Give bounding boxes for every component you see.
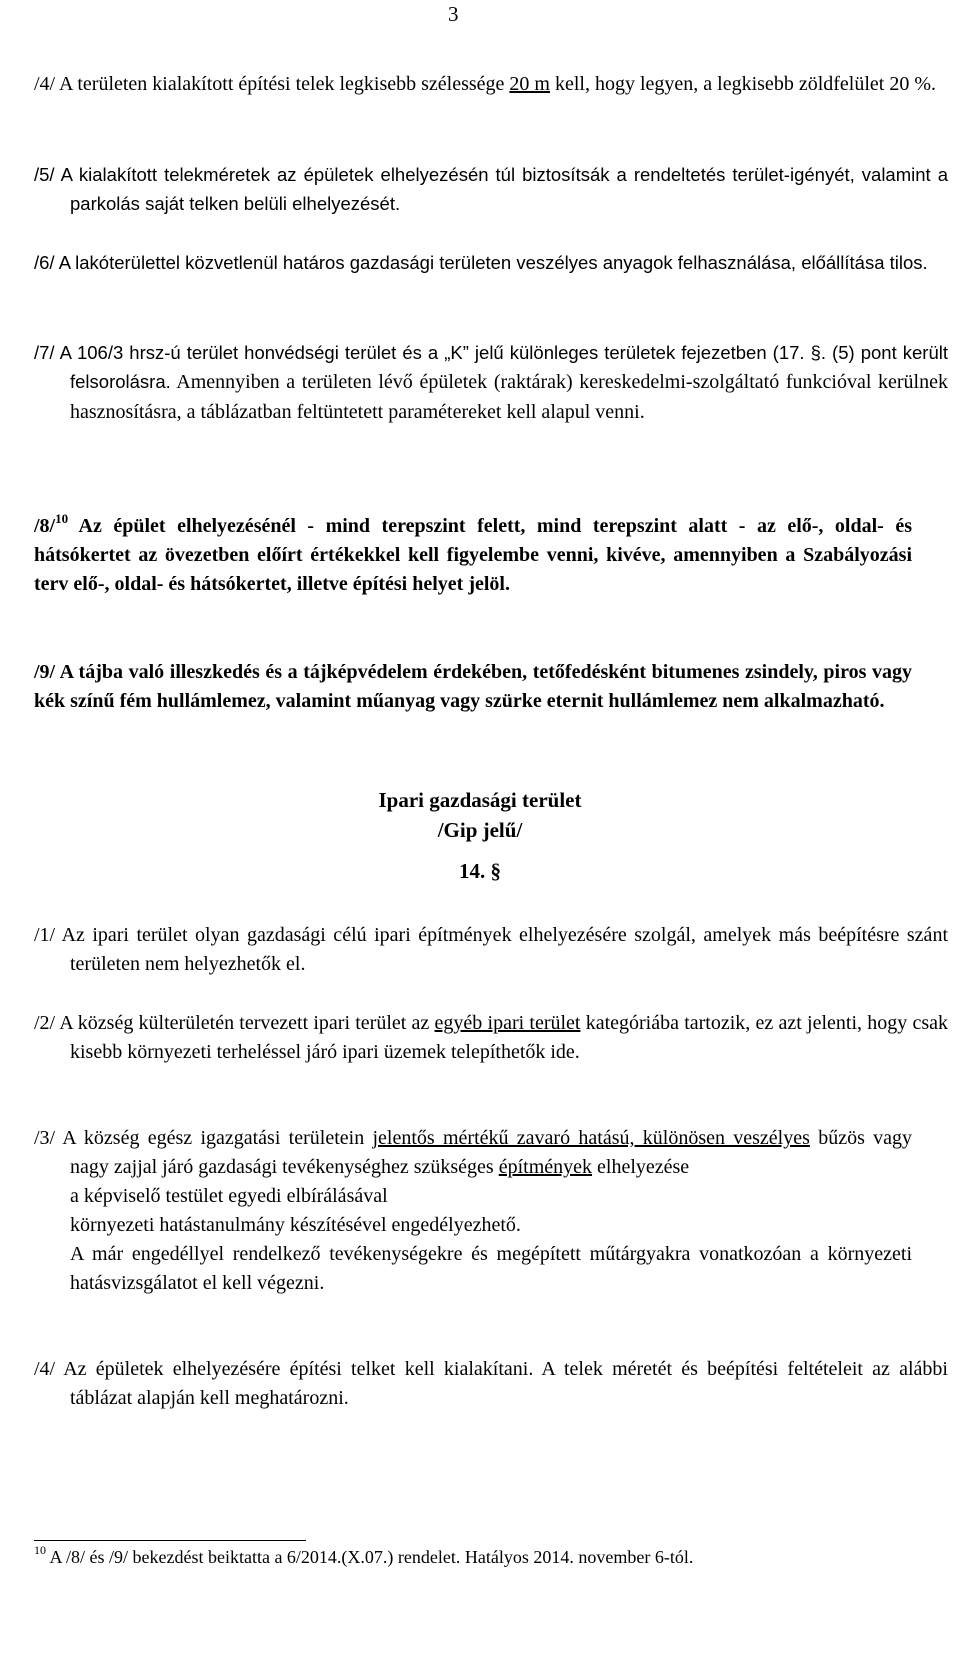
paragraph-line: a képviselő testület egyedi elbírálásával (70, 1185, 388, 1207)
paragraph-text: /4/ A területen kialakított építési telek legkisebb szélessége (34, 73, 510, 95)
paragraph-prefix: /8/ (34, 515, 56, 537)
paragraph-line: környezeti hatástanulmány készítésével engedélyezhető. (70, 1214, 521, 1236)
paragraph-5-lot-sizes: /5/ A kialakított telekméretek az épületek elhelyezésén túl biztosítsák a rendeltetés terület-igényét, valamint a parkolás saját telken belüli elhelyezését. (34, 164, 948, 214)
paragraph-6-hazardous-materials: /6/ A lakóterülettel közvetlenül határos gazdasági területen veszélyes anyagok felhasználása, előállítása tilos. (34, 252, 928, 273)
paragraph-text: kategóriába tartozik, ez azt jelenti, hogy csak kisebb környezeti terheléssel járó ipari üzemek telepíthetők ide. (70, 1012, 948, 1063)
paragraph-line: A már engedéllyel rendelkező tevékenységekre és megépített műtárgyakra vonatkozóan a környezeti hatásvizsgálatot el kell végezni. (70, 1243, 912, 1294)
paragraph-text: /2/ A község külterületén tervezett ipari terület az (34, 1012, 435, 1034)
industrial-paragraph-4: /4/ Az épületek elhelyezésére építési telket kell kialakítani. A telek méretét és beépítési feltételeit az alábbi táblázat alapján kell meghatározni. (34, 1358, 948, 1409)
industrial-paragraph-2 (34, 1009, 948, 1067)
underlined-text: jelentős mértékű zavaró hatású, különösen veszélyes (372, 1127, 810, 1149)
footnote-reference: 10 (55, 511, 69, 526)
paragraph-main (34, 1124, 912, 1182)
paragraph-text: Amennyiben a területen lévő épületek (raktárak) kereskedelmi-szolgáltató funkcióval kerülnek hasznosításra, a táblázatban feltüntetett paramétereket kell alapul venni. (70, 371, 948, 423)
paragraph-text: elhelyezése (592, 1156, 690, 1178)
paragraph-8-setbacks (34, 512, 912, 599)
paragraph-text: /7/ A 106/3 hrsz-ú terület honvédségi terület és a „K” jelű különleges területek fejezetben (17. §. (5) pont került felsorolásra. (34, 342, 948, 392)
page-number: 3 (448, 2, 459, 26)
footnote-number: 10 (34, 1543, 46, 1557)
paragraph-text: bűzös vagy nagy zajjal járó gazdasági tevékenységhez szükséges (70, 1127, 913, 1178)
section-title: Ipari gazdasági terület (378, 788, 582, 812)
paragraph-text: Az épület elhelyezésénél - mind terepszint felett, mind terepszint alatt - az elő-, oldal- és hátsókertet az övezetben előírt értékekkel kell figyelembe venni, kivéve, amennyiben a Szabályozási terv elő-, oldal- és hátsókertet, illetve építési helyet jelöl. (34, 515, 912, 595)
section-subtitle: /Gip jelű/ (437, 818, 523, 842)
industrial-paragraph-3 (34, 1124, 912, 1298)
footnote-separator (34, 1540, 306, 1541)
industrial-paragraph-1: /1/ Az ipari terület olyan gazdasági célú ipari építmények elhelyezésére szolgál, amelyek más beépítésre szánt területen nem helyezhetők el. (34, 924, 948, 975)
footnote (34, 1544, 693, 1570)
paragraph-text: kell, hogy legyen, a legkisebb zöldfelület 20 %. (549, 73, 936, 95)
underlined-text: egyéb ipari terület (434, 1012, 581, 1034)
section-number: 14. § (459, 859, 501, 883)
paragraph-7-military-area (34, 338, 948, 427)
footnote-text: A /8/ és /9/ bekezdést beiktatta a 6/2014.(X.07.) rendelet. Hatályos 2014. november 6-tól. (46, 1547, 694, 1567)
paragraph-4-minimum-width (34, 70, 948, 99)
paragraph-9-roofing: /9/ A tájba való illeszkedés és a tájképvédelem érdekében, tetőfedésként bitumenes zsindely, piros vagy kék színű fém hullámlemez, valamint műanyag vagy szürke eternit hullámlemez nem alkalmazható. (34, 661, 912, 712)
paragraph-text: /3/ A község egész igazgatási területein (34, 1127, 373, 1149)
underlined-text: építmények (498, 1156, 593, 1178)
underlined-text: 20 m (509, 73, 550, 95)
